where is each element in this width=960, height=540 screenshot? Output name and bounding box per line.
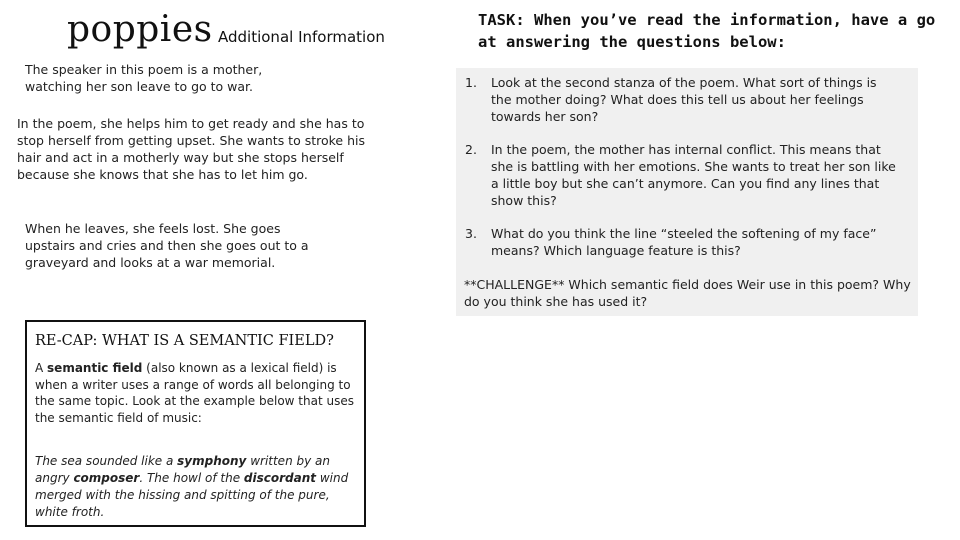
info-paragraph-3: When he leaves, she feels lost. She goes upstairs and cries and then she goes out to a graveyard and looks at a war memorial. [25, 221, 309, 270]
recap-definition [35, 360, 360, 426]
page-subtitle: Additional Information [218, 28, 385, 46]
recap-example [35, 453, 350, 521]
example-keyword: composer [73, 471, 140, 485]
question-1 [465, 74, 910, 126]
recap-title: RE-CAP: WHAT IS A SEMANTIC FIELD? [35, 333, 334, 349]
definition-text: A [35, 361, 48, 375]
definition-term: semantic field [47, 361, 143, 375]
challenge-question: **CHALLENGE** Which semantic field does Weir use in this poem? Why do you think she has used it? [464, 277, 911, 309]
question-3 [465, 225, 910, 261]
question-text: Look at the second stanza of the poem. What sort of things is the mother doing? What does this tell us about her feelings towards her son? [491, 75, 877, 124]
example-text: wind merged with the hissing and spitting of the pure, white froth. [35, 471, 349, 519]
info-paragraph-2: In the poem, she helps him to get ready and she has to stop herself from getting upset. She wants to stroke his hair and act in a motherly way but she stops herself because she knows that she has to let him go. [17, 116, 365, 182]
definition-text: (also known as a lexical field) is when a writer uses a range of words all belonging to the same topic. Look at the example below that uses the semantic field of music: [35, 361, 354, 425]
question-number: 1. [465, 75, 477, 90]
example-text: . The howl of the [139, 471, 244, 485]
example-keyword: discordant [243, 471, 316, 485]
question-2 [465, 141, 910, 211]
question-text: What do you think the line “steeled the softening of my face” means? Which language feature is this? [491, 226, 877, 258]
question-number: 2. [465, 142, 477, 157]
info-paragraph-1: The speaker in this poem is a mother, watching her son leave to go to war. [25, 62, 263, 94]
example-text: written by an angry [35, 454, 330, 485]
question-text: In the poem, the mother has internal conflict. This means that she is battling with her emotions. She wants to treat her son like a little boy but she can’t anymore. Can you find any lines that show this? [491, 142, 896, 208]
question-number: 3. [465, 226, 477, 241]
example-text: The sea sounded like a [35, 454, 178, 468]
task-heading: TASK: When you’ve read the information, have a go at answering the questions below: [478, 11, 936, 51]
example-keyword: symphony [177, 454, 247, 468]
page-title: poppies [67, 9, 213, 50]
